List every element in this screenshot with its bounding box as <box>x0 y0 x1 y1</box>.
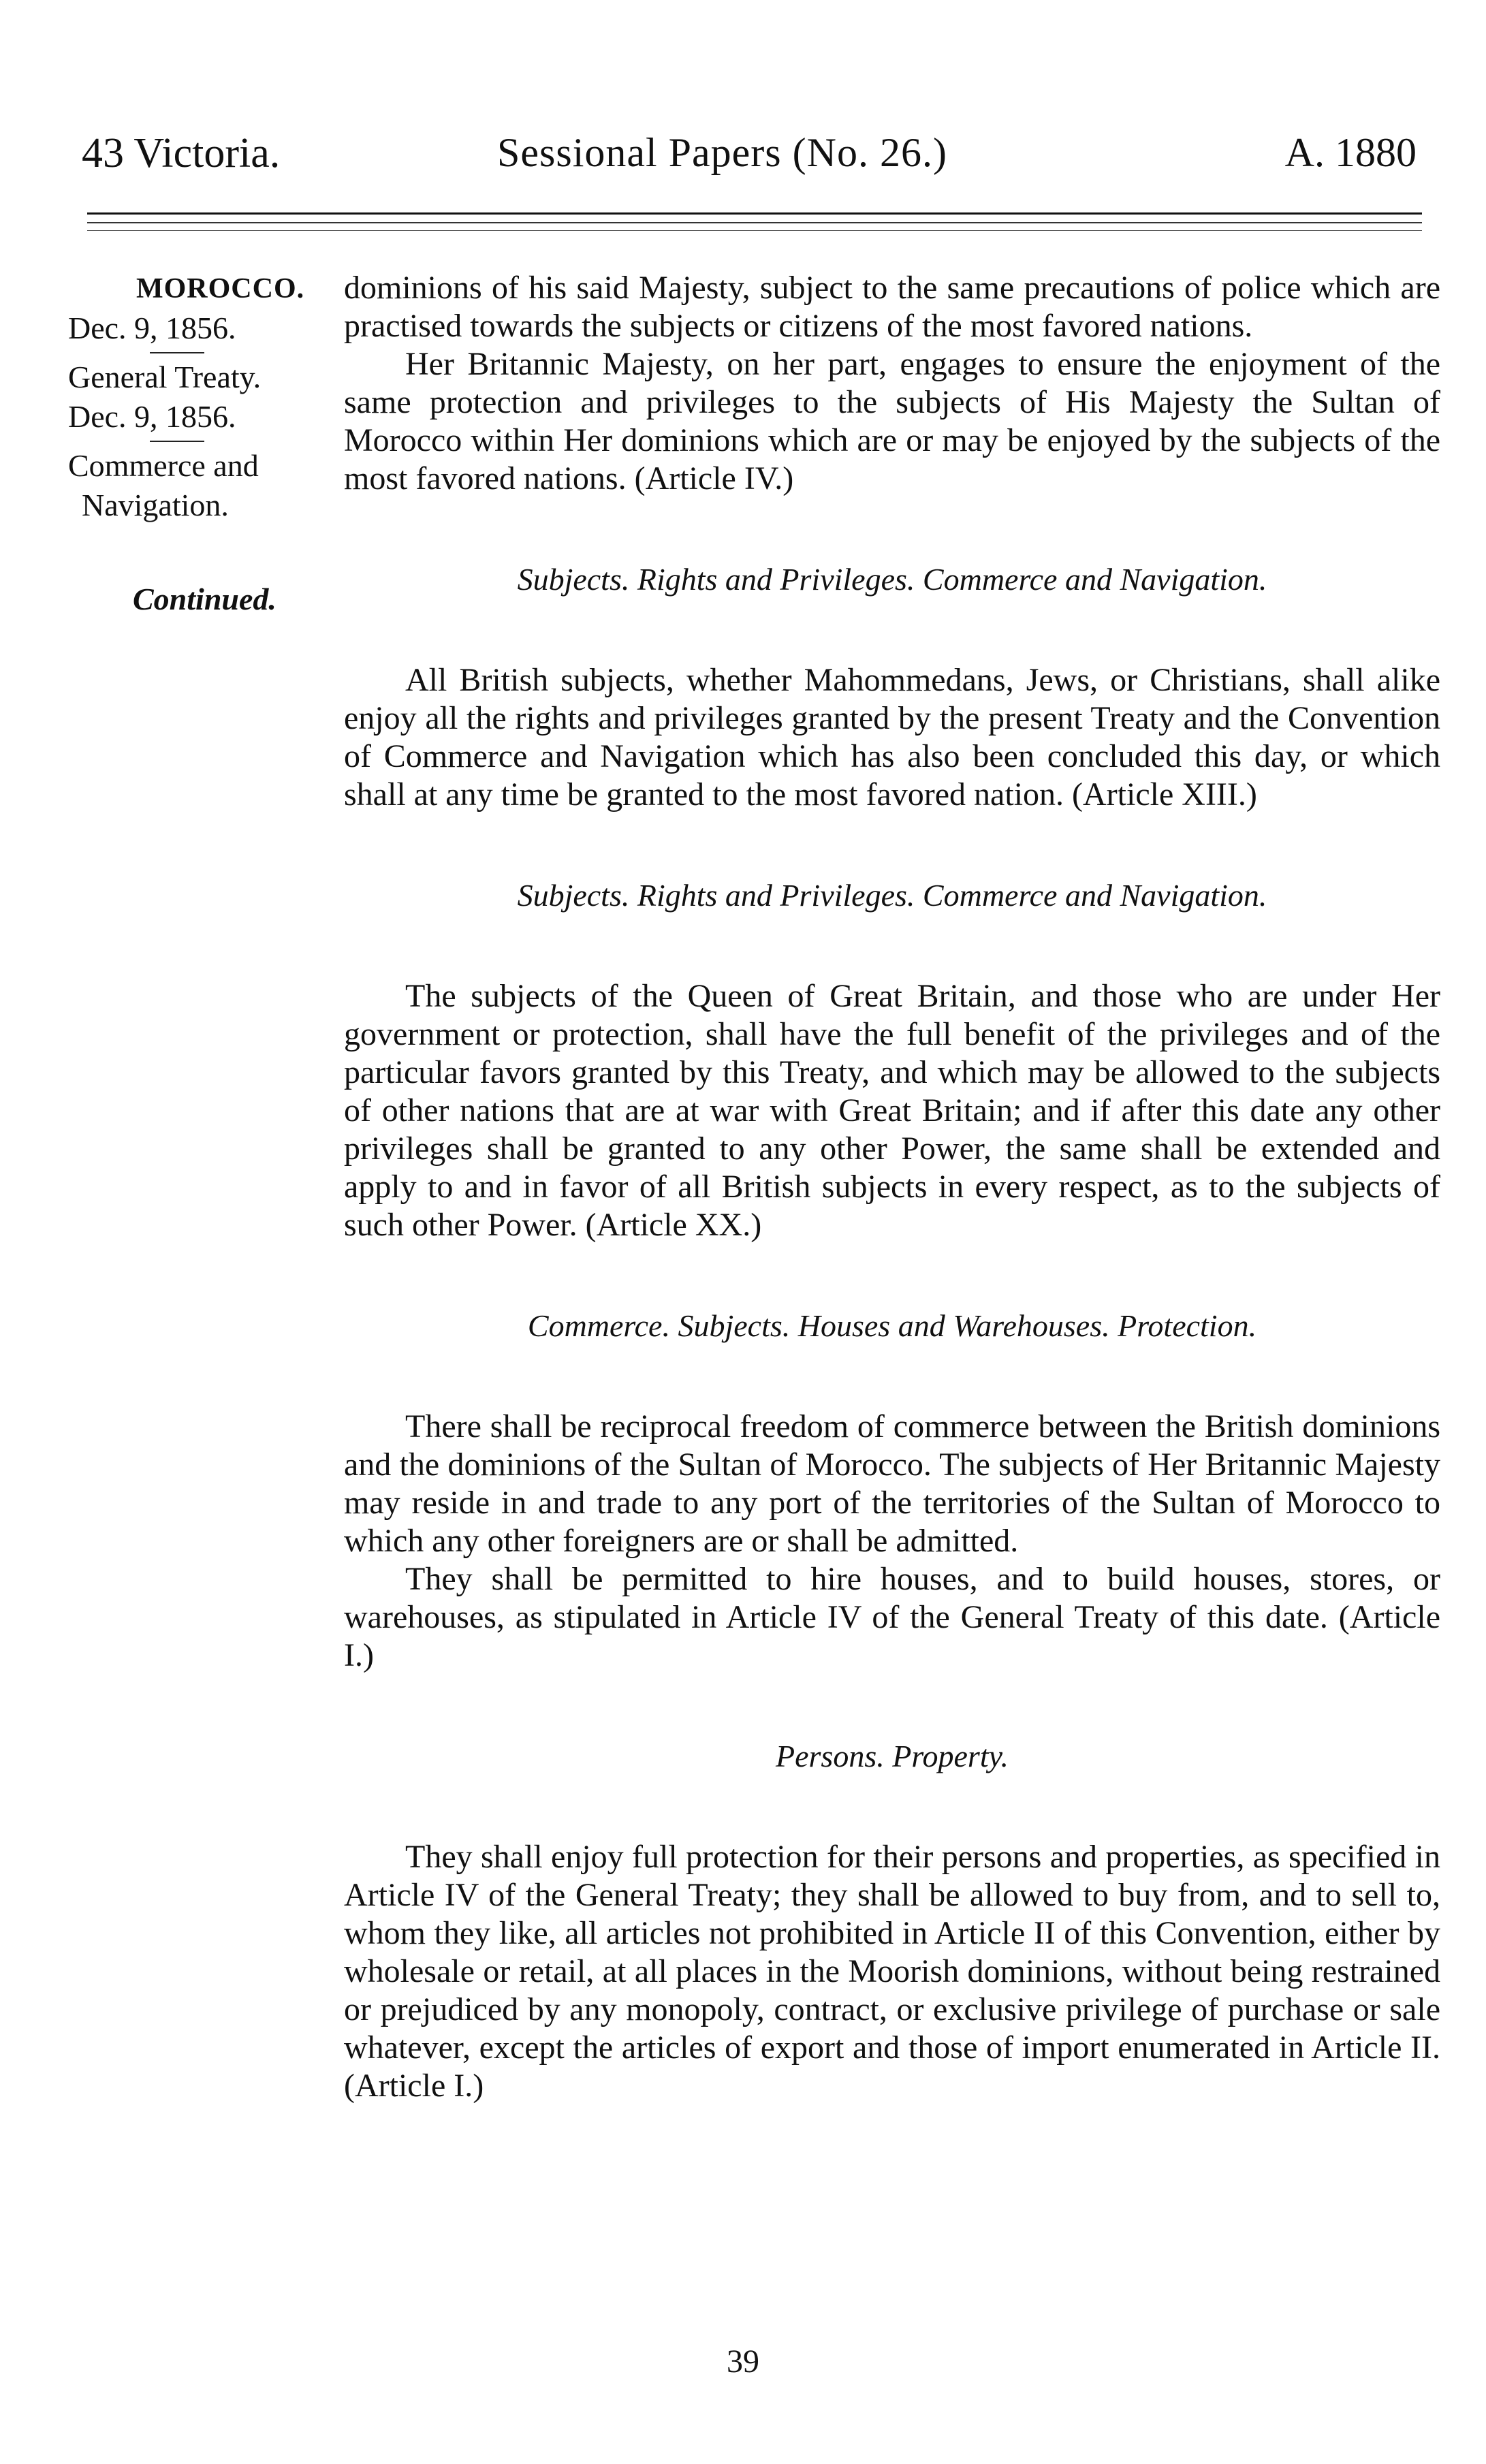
header-rule-3 <box>87 230 1422 231</box>
paragraph: They shall be permitted to hire houses, and to build houses, stores, or warehouses, as stipulated in Article IV of the General Treaty of this date. (Article I.) <box>344 1561 1440 1673</box>
margin-country: MOROCCO. <box>136 273 305 304</box>
paragraph: They shall enjoy full protection for their persons and properties, as specified in Article IV of the General Treaty; they shall be allowed to buy from, and to sell to, whom they like, all articles not prohibited in Article II of this Convention, either by wholesale or retail, at all places in the Moorish dominions, without being restrained or prejudiced by any monopoly, contract, or exclusive privilege of purchase or sale whatever, except the articles of export and those of import enumerated in Article II. (Article I.) <box>344 1839 1440 2104</box>
header-rule-2 <box>87 222 1422 223</box>
running-header <box>82 129 1417 204</box>
page-number: 39 <box>727 2343 759 2380</box>
margin-continued: Continued. <box>133 582 276 616</box>
section-heading: Subjects. Rights and Privileges. Commerce and Navigation. <box>517 878 1267 913</box>
main-text <box>344 269 1440 2105</box>
paragraph: The subjects of the Queen of Great Britain, and those who are under Her government or protection, shall have the full benefit of the privileges and of the particular favors granted by this Treaty, and which may be allowed to the subjects of other nations that are at war with Great Britain; and if after this date any other privileges shall be granted to any other Power, the same shall be extended and apply to and in favor of all British subjects in every respect, as to the subjects of such other Power. (Article XX.) <box>344 978 1440 1243</box>
margin-date-2: Dec. 9, 1856. <box>68 399 236 434</box>
margin-divider <box>150 441 204 442</box>
margin-treaty-2a: Commerce and <box>68 448 259 483</box>
header-rule <box>87 212 1422 215</box>
margin-notes <box>68 269 354 619</box>
paragraph: Her Britannic Majesty, on her part, engages to ensure the enjoyment of the same protection and privileges to the subjects of His Majesty the Sultan of Morocco within Her dominions which are or may be enjoyed by the subjects of the most favored nations. (Article IV.) <box>344 346 1440 496</box>
header-volume: 43 Victoria. <box>82 130 281 176</box>
header-year: A. 1880 <box>1284 130 1417 175</box>
paragraph: There shall be reciprocal freedom of commerce between the British dominions and the dominions of the Sultan of Morocco. The subjects of Her Britannic Majesty may reside in and trade to any port of the territories of the Sultan of Morocco to which any other foreigners are or shall be admitted. <box>344 1408 1440 1559</box>
section-heading: Persons. Property. <box>776 1739 1009 1773</box>
paragraph: All British subjects, whether Mahommedans, Jews, or Christians, shall alike enjoy all the rights and privileges granted by the present Treaty and the Convention of Commerce and Navigation which has also been concluded this day, or which shall at any time be granted to the most favored nation. (Article XIII.) <box>344 662 1440 812</box>
section-heading: Subjects. Rights and Privileges. Commerce and Navigation. <box>517 562 1267 597</box>
margin-date-1: Dec. 9, 1856. <box>68 311 236 345</box>
margin-treaty-2b: Navigation. <box>82 488 229 522</box>
paragraph: dominions of his said Majesty, subject to the same precautions of police which are practised towards the subjects or citizens of the most favored nations. <box>344 270 1440 344</box>
margin-divider <box>150 352 204 353</box>
header-title: Sessional Papers (No. 26.) <box>497 130 947 175</box>
section-heading: Commerce. Subjects. Houses and Warehouses. Protection. <box>527 1308 1257 1343</box>
margin-treaty-1: General Treaty. <box>68 360 262 394</box>
